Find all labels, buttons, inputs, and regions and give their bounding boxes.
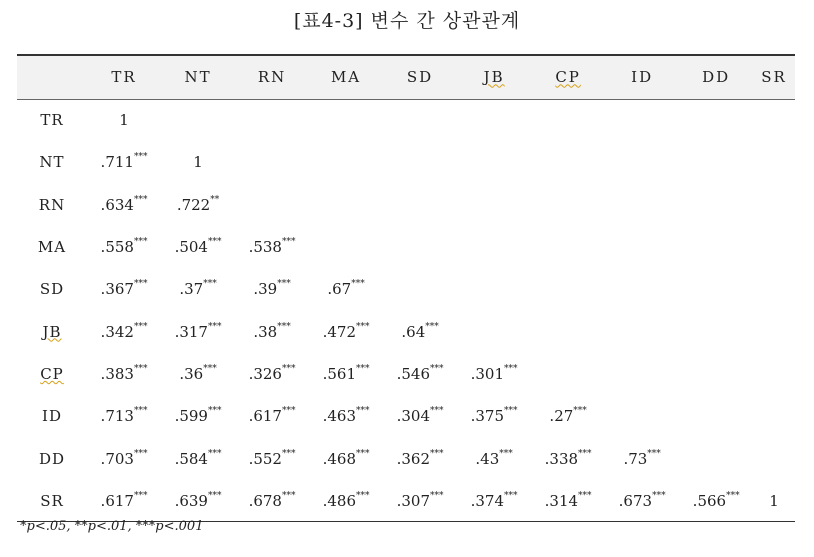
cell-value: .504 — [174, 238, 208, 257]
cell-value: .36 — [179, 364, 204, 383]
cell-value: .617 — [248, 407, 282, 426]
cell-value: 1 — [193, 153, 203, 172]
cell-value: .37 — [179, 280, 204, 299]
table-row — [17, 437, 795, 479]
correlation-cell — [87, 395, 161, 437]
correlation-cell — [531, 268, 605, 310]
significance-marker: *** — [726, 490, 740, 501]
cell-value: .73 — [623, 449, 648, 468]
cell-value: .468 — [322, 449, 356, 468]
cell-value: .722 — [176, 195, 211, 214]
cell-value: .561 — [322, 364, 356, 383]
correlation-cell — [235, 480, 309, 522]
significance-marker: *** — [430, 448, 444, 459]
row-header: SD — [39, 280, 65, 299]
cell-value: .566 — [692, 491, 727, 510]
correlation-cell — [87, 310, 161, 352]
correlation-cell — [457, 437, 531, 479]
correlation-cell — [161, 395, 235, 437]
cell-value: .317 — [174, 322, 208, 341]
cell-value: .307 — [396, 491, 431, 510]
significance-marker: *** — [356, 363, 370, 374]
correlation-cell — [235, 268, 309, 310]
table-row — [17, 310, 795, 352]
correlation-cell — [383, 184, 457, 226]
cell-value: .584 — [174, 449, 208, 468]
significance-marker: *** — [578, 448, 592, 459]
correlation-cell — [679, 226, 753, 268]
column-header: CP — [531, 55, 605, 99]
correlation-cell — [531, 353, 605, 395]
significance-marker: *** — [281, 363, 296, 374]
cell-value: .711 — [100, 153, 134, 172]
significance-marker: *** — [504, 490, 518, 501]
cell-value: .342 — [100, 322, 134, 341]
correlation-cell — [161, 353, 235, 395]
correlation-cell — [679, 184, 753, 226]
cell-value: .338 — [544, 449, 579, 468]
significance-marker: *** — [281, 406, 296, 417]
correlation-cell — [383, 395, 457, 437]
correlation-cell — [235, 395, 309, 437]
header-corner — [17, 55, 87, 99]
correlation-cell — [383, 141, 457, 183]
significance-marker: *** — [133, 363, 148, 374]
cell-value: .552 — [248, 449, 282, 468]
correlation-cell — [679, 99, 753, 141]
correlation-cell — [531, 395, 605, 437]
correlation-cell — [679, 268, 753, 310]
correlation-cell — [753, 99, 795, 141]
cell-value: 1 — [769, 491, 779, 510]
cell-value: .546 — [396, 364, 431, 383]
correlation-cell — [531, 480, 605, 522]
correlation-cell — [309, 226, 383, 268]
header-row — [17, 55, 795, 99]
table-body — [17, 99, 795, 522]
cell-value: .617 — [100, 491, 134, 510]
significance-note: *p<.05, **p<.01, ***p<.001 — [20, 519, 204, 534]
significance-marker: *** — [133, 194, 148, 205]
correlation-cell — [309, 184, 383, 226]
correlation-cell — [87, 141, 161, 183]
correlation-cell — [679, 437, 753, 479]
correlation-cell — [753, 310, 795, 352]
column-header: MA — [309, 55, 383, 99]
correlation-cell — [161, 437, 235, 479]
correlation-cell — [87, 226, 161, 268]
cell-value: .639 — [174, 491, 208, 510]
cell-value: 1 — [119, 111, 129, 130]
significance-marker: *** — [207, 406, 222, 417]
correlation-cell — [235, 141, 309, 183]
significance-marker: *** — [430, 363, 444, 374]
correlation-cell — [605, 395, 679, 437]
correlation-cell — [87, 184, 161, 226]
cell-value: .383 — [100, 364, 134, 383]
table-row — [17, 480, 795, 522]
correlation-cell — [679, 353, 753, 395]
significance-marker: *** — [277, 279, 291, 290]
correlation-cell — [679, 310, 753, 352]
table-title: [표4-3] 변수 간 상관관계 — [293, 10, 521, 32]
row-header: CP — [40, 364, 64, 383]
significance-marker: *** — [652, 490, 666, 501]
cell-value: .599 — [174, 407, 208, 426]
column-header: TR — [87, 55, 161, 99]
correlation-cell — [161, 184, 235, 226]
column-header: JB — [457, 55, 531, 99]
significance-marker: *** — [133, 237, 148, 248]
row-header: SR — [17, 480, 87, 522]
significance-marker: *** — [203, 363, 217, 374]
row-header: JB — [42, 322, 62, 341]
significance-marker: *** — [133, 406, 148, 417]
correlation-cell — [531, 141, 605, 183]
correlation-table — [17, 54, 795, 522]
significance-marker: *** — [207, 321, 222, 332]
correlation-cell — [753, 141, 795, 183]
correlation-cell — [679, 141, 753, 183]
correlation-cell — [383, 310, 457, 352]
significance-marker: *** — [504, 406, 518, 417]
correlation-cell — [161, 141, 235, 183]
cell-value: .713 — [100, 407, 134, 426]
correlation-cell — [383, 480, 457, 522]
correlation-cell — [235, 99, 309, 141]
row-header: TR — [40, 111, 64, 130]
significance-marker: *** — [356, 321, 370, 332]
significance-marker: *** — [133, 448, 148, 459]
column-header: DD — [679, 55, 753, 99]
correlation-cell — [161, 310, 235, 352]
correlation-cell — [531, 99, 605, 141]
cell-value: .463 — [322, 407, 356, 426]
cell-value: .486 — [322, 491, 356, 510]
significance-marker: *** — [133, 152, 148, 163]
correlation-cell — [87, 268, 161, 310]
column-header: SD — [383, 55, 457, 99]
correlation-cell — [457, 268, 531, 310]
correlation-cell — [457, 226, 531, 268]
correlation-cell — [605, 141, 679, 183]
correlation-cell — [309, 395, 383, 437]
cell-value: .367 — [100, 280, 134, 299]
correlation-cell — [87, 437, 161, 479]
cell-value: .703 — [100, 449, 134, 468]
significance-marker: *** — [430, 490, 444, 501]
correlation-cell — [753, 226, 795, 268]
correlation-cell — [753, 395, 795, 437]
row-header: MA — [37, 238, 67, 257]
correlation-cell — [457, 184, 531, 226]
correlation-cell — [753, 184, 795, 226]
significance-marker: *** — [356, 406, 370, 417]
correlation-cell — [161, 480, 235, 522]
correlation-cell — [753, 480, 795, 522]
table-row — [17, 395, 795, 437]
correlation-cell — [457, 141, 531, 183]
correlation-cell — [457, 395, 531, 437]
correlation-cell — [309, 310, 383, 352]
correlation-cell — [161, 226, 235, 268]
correlation-cell — [383, 99, 457, 141]
cell-value: .558 — [100, 238, 134, 257]
significance-marker: *** — [356, 448, 370, 459]
correlation-cell — [161, 268, 235, 310]
correlation-cell — [383, 268, 457, 310]
cell-value: .634 — [100, 195, 134, 214]
correlation-cell — [605, 437, 679, 479]
correlation-cell — [309, 141, 383, 183]
significance-marker: *** — [425, 321, 439, 332]
cell-value: .375 — [470, 407, 505, 426]
correlation-cell — [457, 310, 531, 352]
table-row — [17, 184, 795, 226]
significance-marker: *** — [207, 237, 222, 248]
cell-value: .472 — [322, 322, 356, 341]
significance-marker: *** — [133, 279, 148, 290]
correlation-cell — [235, 310, 309, 352]
correlation-cell — [531, 184, 605, 226]
significance-marker: *** — [281, 448, 296, 459]
table-row — [17, 353, 795, 395]
significance-marker: *** — [499, 448, 513, 459]
column-header: NT — [161, 55, 235, 99]
correlation-cell — [309, 99, 383, 141]
correlation-cell — [383, 353, 457, 395]
correlation-cell — [309, 437, 383, 479]
cell-value: .64 — [401, 322, 426, 341]
significance-marker: *** — [207, 448, 222, 459]
correlation-cell — [309, 268, 383, 310]
correlation-cell — [531, 226, 605, 268]
correlation-cell — [161, 99, 235, 141]
cell-value: .314 — [544, 491, 579, 510]
correlation-cell — [87, 480, 161, 522]
significance-marker: *** — [133, 490, 148, 501]
correlation-cell — [383, 437, 457, 479]
correlation-cell — [457, 353, 531, 395]
significance-marker: *** — [356, 490, 370, 501]
significance-marker: *** — [281, 490, 296, 501]
significance-marker: *** — [430, 406, 444, 417]
cell-value: .326 — [248, 364, 282, 383]
table-row — [17, 268, 795, 310]
significance-marker: *** — [573, 406, 587, 417]
table-row — [17, 141, 795, 183]
row-header: RN — [38, 195, 66, 214]
correlation-cell — [605, 310, 679, 352]
correlation-cell — [383, 226, 457, 268]
significance-marker: *** — [578, 490, 592, 501]
correlation-cell — [753, 353, 795, 395]
correlation-cell — [235, 226, 309, 268]
significance-marker: *** — [207, 490, 222, 501]
correlation-cell — [605, 268, 679, 310]
row-header: DD — [38, 449, 66, 468]
correlation-cell — [679, 395, 753, 437]
significance-marker: *** — [351, 279, 365, 290]
correlation-cell — [605, 184, 679, 226]
correlation-cell — [531, 437, 605, 479]
correlation-cell — [605, 226, 679, 268]
cell-value: .362 — [396, 449, 431, 468]
significance-marker: *** — [203, 279, 217, 290]
correlation-cell — [753, 437, 795, 479]
cell-value: .39 — [253, 280, 278, 299]
significance-marker: *** — [277, 321, 291, 332]
correlation-cell — [457, 99, 531, 141]
significance-marker: ** — [210, 194, 220, 205]
correlation-cell — [235, 353, 309, 395]
table-row — [17, 226, 795, 268]
cell-value: .38 — [253, 322, 278, 341]
column-header: ID — [605, 55, 679, 99]
cell-value: .678 — [248, 491, 282, 510]
column-header: SR — [753, 55, 795, 99]
correlation-cell — [235, 184, 309, 226]
correlation-cell — [309, 353, 383, 395]
correlation-cell — [531, 310, 605, 352]
column-header: RN — [235, 55, 309, 99]
correlation-cell — [87, 353, 161, 395]
cell-value: .538 — [248, 238, 282, 257]
cell-value: .304 — [396, 407, 431, 426]
cell-value: .301 — [470, 364, 505, 383]
correlation-cell — [235, 437, 309, 479]
correlation-cell — [605, 480, 679, 522]
cell-value: .67 — [327, 280, 352, 299]
significance-marker: *** — [647, 448, 661, 459]
correlation-cell — [753, 268, 795, 310]
correlation-cell — [679, 480, 753, 522]
cell-value: .43 — [475, 449, 500, 468]
correlation-cell — [87, 99, 161, 141]
cell-value: .27 — [549, 407, 574, 426]
cell-value: .673 — [618, 491, 653, 510]
correlation-cell — [605, 353, 679, 395]
significance-marker: *** — [504, 363, 518, 374]
row-header: ID — [42, 407, 62, 426]
correlation-cell — [457, 480, 531, 522]
correlation-cell — [309, 480, 383, 522]
correlation-cell — [605, 99, 679, 141]
row-header: NT — [39, 153, 65, 172]
significance-marker: *** — [133, 321, 148, 332]
cell-value: .374 — [470, 491, 505, 510]
table-row — [17, 99, 795, 141]
significance-marker: *** — [281, 237, 296, 248]
